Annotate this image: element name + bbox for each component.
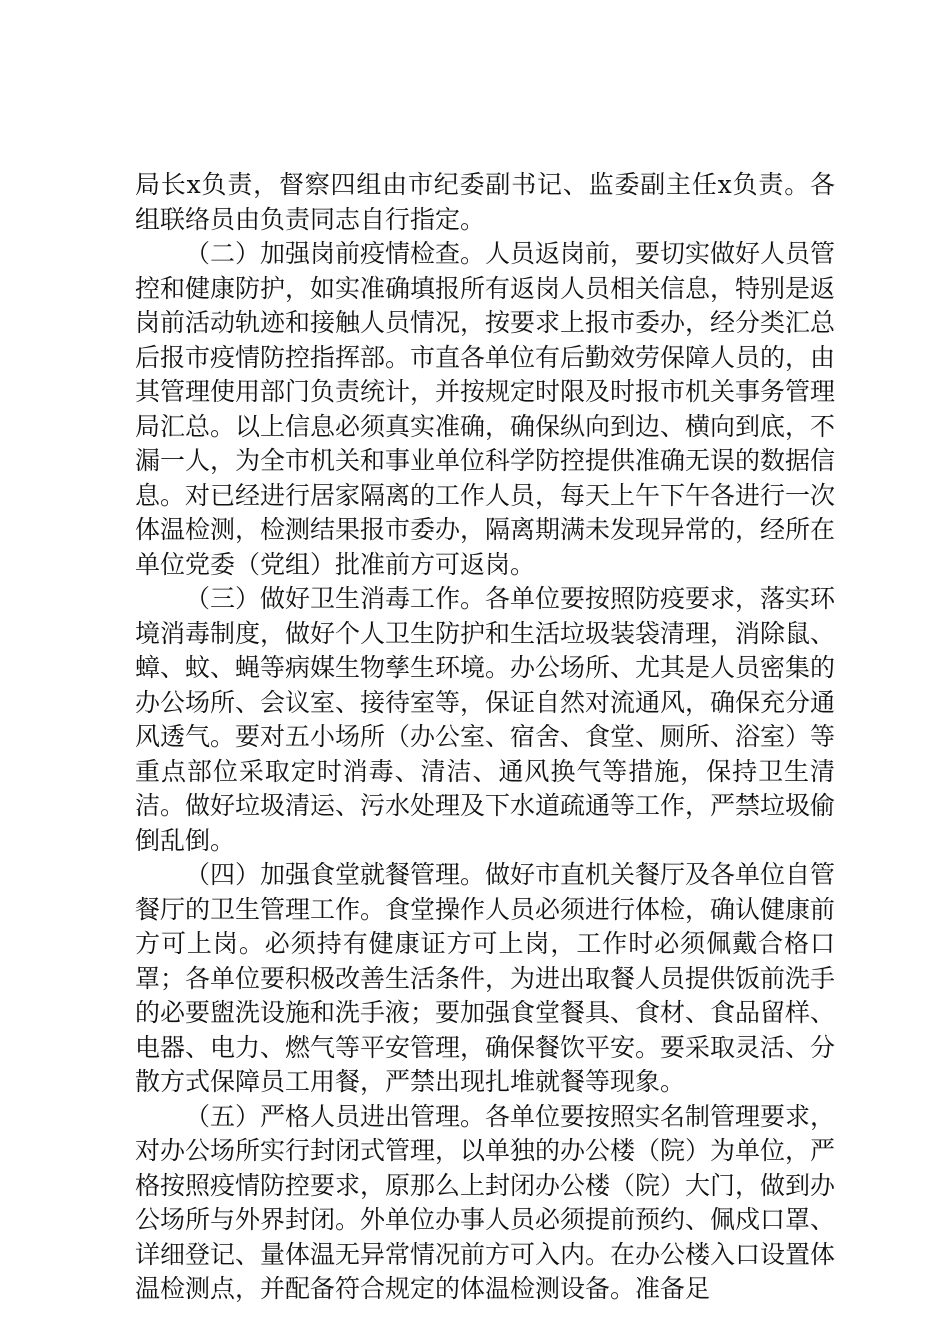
document-body (135, 168, 835, 1307)
paragraph-section-4: （四）加强食堂就餐管理。做好市直机关餐厅及各单位自管餐厅的卫生管理工作。食堂操作人员必须进行体检，确认健康前方可上岗。必须持有健康证方可上岗，工作时必须佩戴合格口罩；各单位要积极改善生活条件，为进出取餐人员提供饭前洗手的必要盥洗设施和洗手液；要加强食堂餐具、食材、食品留样、电器、电力、燃气等平安管理，确保餐饮平安。要采取灵活、分散方式保障员工用餐，严禁出现扎堆就餐等现象。 (135, 860, 836, 1096)
paragraph-section-2: （二）加强岗前疫情检查。人员返岗前，要切实做好人员管控和健康防护，如实准确填报所有返岗人员相关信息，特别是返岗前活动轨迹和接触人员情况，按要求上报市委办，经分类汇总后报市疫情防控指挥部。市直各单位有后勤效劳保障人员的，由其管理使用部门负责统计，并按规定时限及时报市机关事务管理局汇总。以上信息必须真实准确，确保纵向到边、横向到底，不漏一人，为全市机关和事业单位科学防控提供准确无误的数据信息。对已经进行居家隔离的工作人员，每天上午下午各进行一次体温检测，检测结果报市委办，隔离期满未发现异常的，经所在单位党委（党组）批准前方可返岗。 (135, 239, 836, 579)
paragraph-section-5: （五）严格人员进出管理。各单位要按照实名制管理要求，对办公场所实行封闭式管理，以单独的办公楼（院）为单位，严格按照疫情防控要求，原那么上封闭办公楼（院）大门，做到办公场所与外界封闭。外单位办事人员必须提前预约、佩戍口罩、详细登记、量体温无异常情况前方可入内。在办公楼入口设置体温检测点，并配备符合规定的体温检测设备。准备足 (135, 1101, 836, 1303)
paragraph-continuation: 局长x负责，督察四组由市纪委副书记、监委副主任x负责。各组联络员由负责同志自行指定。 (135, 170, 835, 234)
paragraph-section-3: （三）做好卫生消毒工作。各单位要按照防疫要求，落实环境消毒制度，做好个人卫生防护和生活垃圾装袋清理，消除鼠、蟑、蚊、蝇等病媒生物孳生环境。办公场所、尤其是人员密集的办公场所、会议室、接待室等，保证自然对流通风，确保充分通风透气。要对五小场所（办公室、宿舍、食堂、厕所、浴室）等重点部位采取定时消毒、清洁、通风换气等措施，保持卫生清洁。做好垃圾清运、污水处理及下水道疏通等工作，严禁垃圾偷倒乱倒。 (135, 584, 836, 855)
